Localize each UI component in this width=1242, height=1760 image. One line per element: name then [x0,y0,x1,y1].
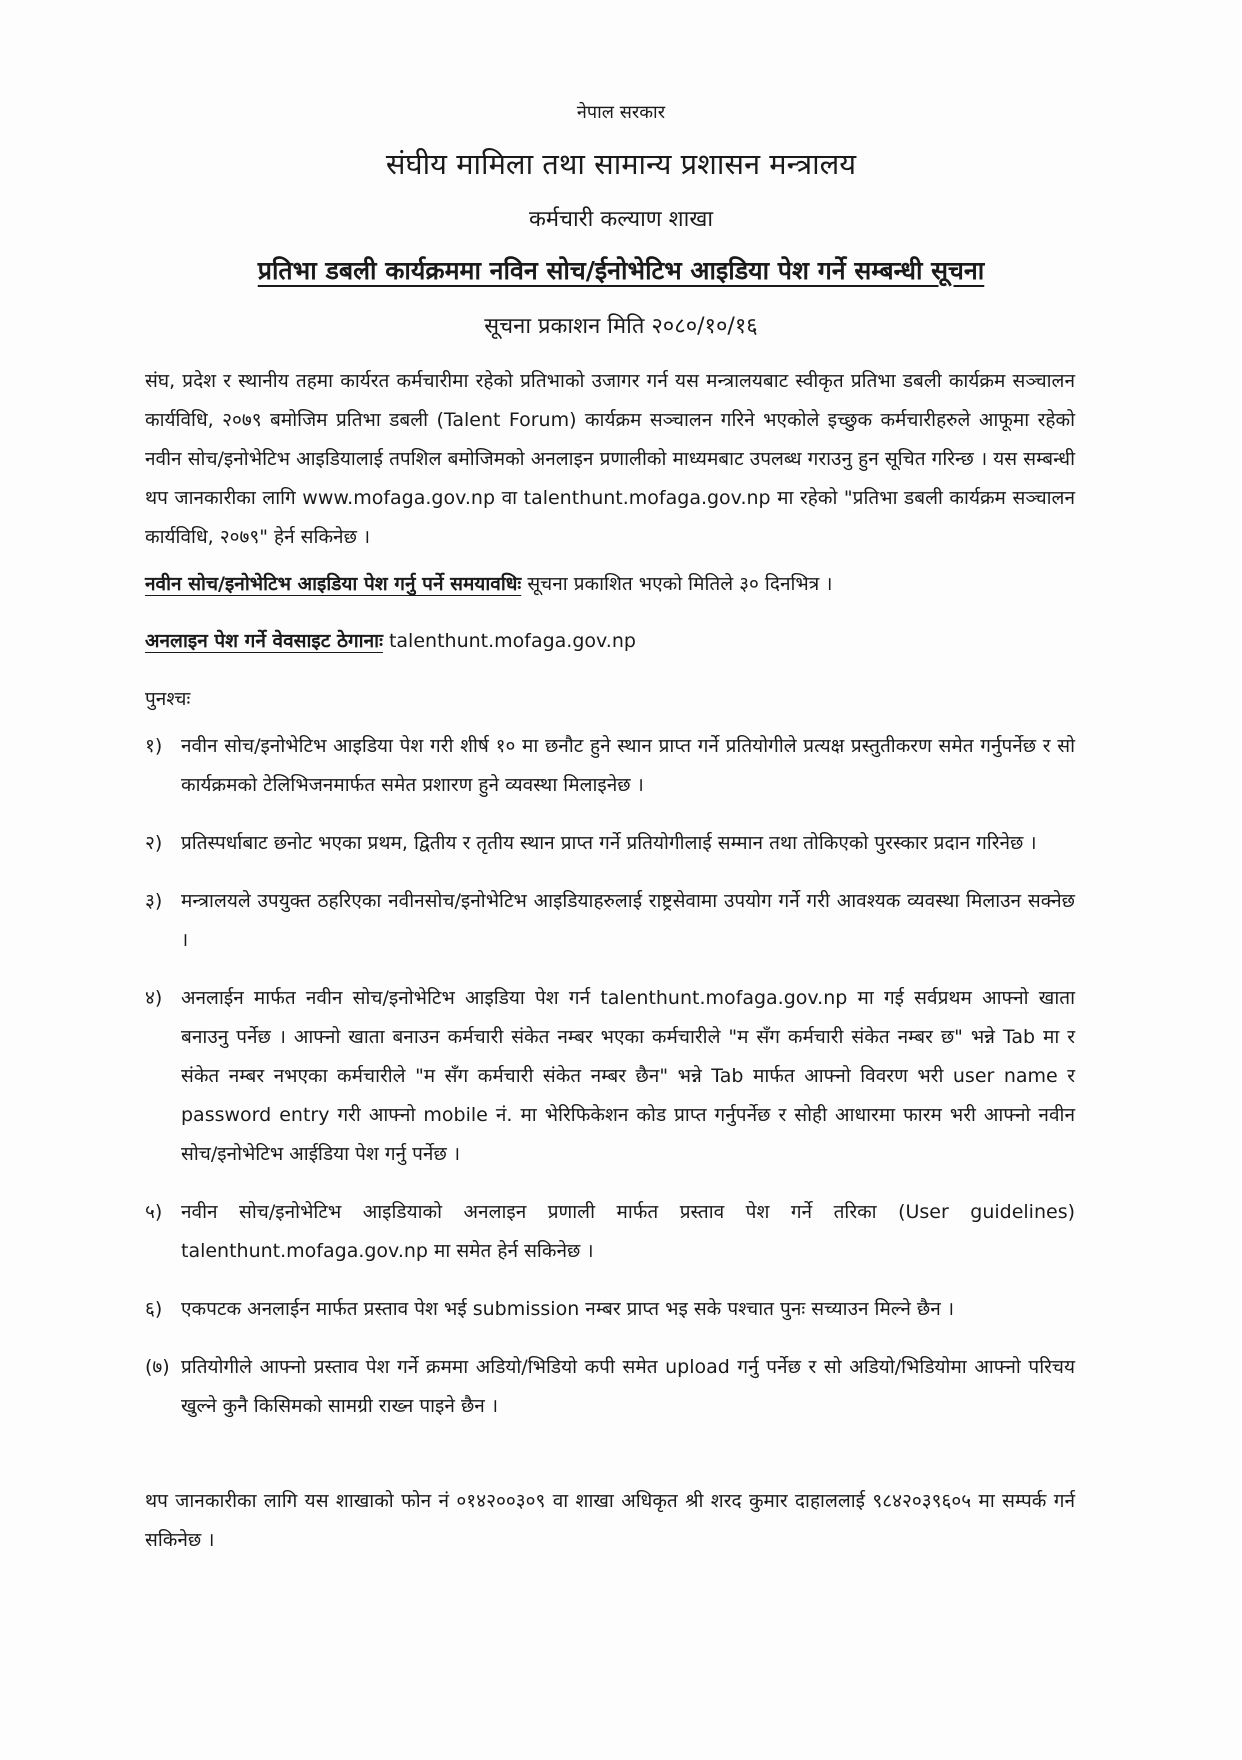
list-item-number: २) [145,832,163,854]
list-item-number: ४) [145,987,163,1009]
website-label: अनलाइन पेश गर्ने वेवसाइट ठेगानाः [145,630,383,652]
list-item [145,1290,1075,1329]
branch-name: कर्मचारी कल्याण शाखा [528,207,714,232]
intro-paragraph: संघ, प्रदेश र स्थानीय तहमा कार्यरत कर्मचारीमा रहेको प्रतिभाको उजागर गर्न यस मन्त्रालयबाट स्वीकृत प्रतिभा डबली कार्यक्रम सञ्चालन कार्यविधि, २०७९ बमोजिम प्रतिभा डबली (Talent Forum) कार्यक्रम सञ्चालन गरिने भएकोले इच्छुक कर्मचारीहरुले आफूमा रहेको नवीन सोच/इनोभेटिभ आइडियालाई तपशिल बमोजिमको अनलाइन प्रणालीको माध्यमबाट उपलब्ध गराउनु हुन सूचित गरिन्छ । यस सम्बन्धी थप जानकारीका लागि www.mofaga.gov.np वा talenthunt.mofaga.gov.np मा रहेको "प्रतिभा डबली कार्यक्रम सञ्चालन कार्यविधि, २०७९" हेर्न सकिनेछ । [145,370,1075,548]
list-item [145,882,1075,960]
list-item [145,1348,1075,1426]
list-item-number: ६) [145,1298,163,1320]
list-item-text: मन्त्रालयले उपयुक्त ठहरिएका नवीनसोच/इनोभेटिभ आइडियाहरुलाई राष्ट्रसेवामा उपयोग गर्ने गरी आवश्यक व्यवस्था मिलाउन सक्नेछ । [181,890,1075,951]
deadline-line [145,565,1075,604]
list-item-number: १) [145,735,163,757]
website-line [145,622,1075,661]
notice-title: प्रतिभा डबली कार्यक्रममा नविन सोच/ईनोभेटिभ आइडिया पेश गर्ने सम्बन्धी सूचना [257,256,985,285]
deadline-value: सूचना प्रकाशित भएको मितिले ३० दिनभित्र । [527,573,833,595]
list-item-text: अनलाईन मार्फत नवीन सोच/इनोभेटिभ आइडिया पेश गर्न talenthunt.mofaga.gov.np मा गई सर्वप्रथम आफ्नो खाता बनाउनु पर्नेछ । आफ्नो खाता बनाउन कर्मचारी संकेत नम्बर भएका कर्मचारीले "म सँग कर्मचारी संकेत नम्बर छ" भन्ने Tab मा र संकेत नम्बर नभएका कर्मचारीले "म सँग कर्मचारी संकेत नम्बर छैन" भन्ने Tab मार्फत आफ्नो विवरण भरी user name र password entry गरी आफ्नो mobile नं. मा भेरिफिकेशन कोड प्राप्त गर्नुपर्नेछ र सोही आधारमा फारम भरी आफ्नो नवीन सोच/इनोभेटिभ आईडिया पेश गर्नु पर्नेछ । [181,987,1075,1165]
government-name: नेपाल सरकार [576,102,666,123]
list-item [145,1193,1075,1271]
list-item [145,824,1075,863]
list-item-number: ५) [145,1201,163,1223]
deadline-label: नवीन सोच/इनोभेटिभ आइडिया पेश गर्नु पर्ने समयावधिः [145,573,522,595]
list-item [145,979,1075,1174]
list-item-text: नवीन सोच/इनोभेटिभ आइडिया पेश गरी शीर्ष १० मा छनौट हुने स्थान प्राप्त गर्ने प्रतियोगीले प्रत्यक्ष प्रस्तुतीकरण समेत गर्नुपर्नेछ र सो कार्यक्रमको टेलिभिजनमार्फत समेत प्रशारण हुने व्यवस्था मिलाइनेछ । [181,735,1075,796]
list-item-number: ३) [145,890,163,912]
ministry-name: संघीय मामिला तथा सामान्य प्रशासन मन्त्रालय [385,147,857,181]
list-item [145,727,1075,805]
list-item-text: नवीन सोच/इनोभेटिभ आइडियाको अनलाइन प्रणाली मार्फत प्रस्ताव पेश गर्ने तरिका (User guidelines) talenthunt.mofaga.gov.np मा समेत हेर्न सकिनेछ । [181,1201,1075,1262]
list-item-number: (७) [145,1356,170,1378]
postscript-label: पुनश्चः [145,688,191,710]
list-item-text: प्रतिस्पर्धाबाट छनोट भएका प्रथम, द्वितीय र तृतीय स्थान प्राप्त गर्ने प्रतियोगीलाई सम्मान तथा तोकिएको पुरस्कार प्रदान गरिनेछ । [181,832,1037,854]
postscript-list [145,727,1075,1445]
website-value: talenthunt.mofaga.gov.np [388,630,636,652]
list-item-text: प्रतियोगीले आफ्नो प्रस्ताव पेश गर्ने क्रममा अडियो/भिडियो कपी समेत upload गर्नु पर्नेछ र सो अडियो/भिडियोमा आफ्नो परिचय खुल्ने कुनै किसिमको सामग्री राख्न पाइने छैन । [181,1356,1075,1417]
publication-date: सूचना प्रकाशन मिति २०८०/१०/१६ [484,314,758,339]
list-item-text: एकपटक अनलाईन मार्फत प्रस्ताव पेश भई submission नम्बर प्राप्त भइ सके पश्चात पुनः सच्याउन मिल्ने छैन । [181,1298,955,1320]
closing-paragraph: थप जानकारीका लागि यस शाखाको फोन नं ०१४२००३०९ वा शाखा अधिकृत श्री शरद कुमार दाहाललाई ९८४२०३९६०५ मा सम्पर्क गर्न सकिनेछ । [145,1490,1075,1551]
